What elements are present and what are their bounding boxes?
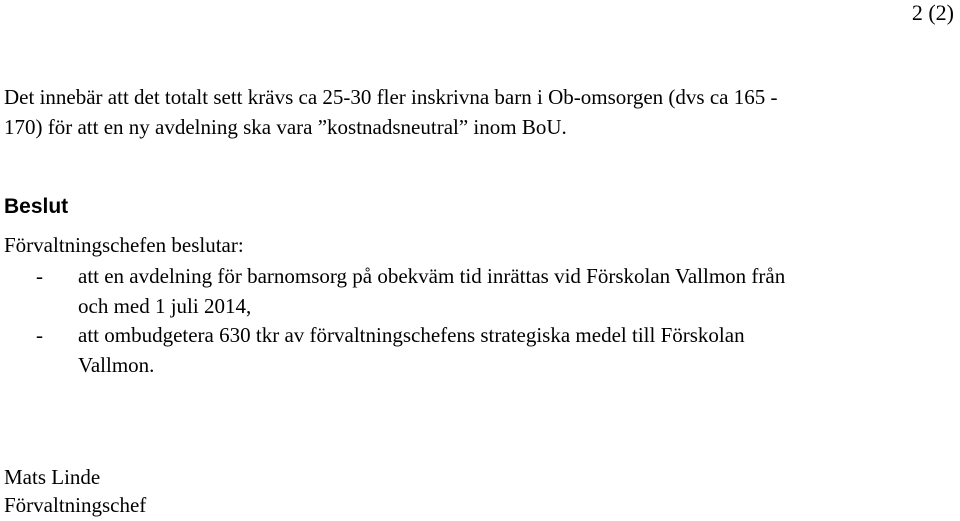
list-item <box>4 262 804 321</box>
signature-title: Förvaltningschef <box>4 493 147 517</box>
page-number: 2 (2) <box>911 0 954 25</box>
signature-name: Mats Linde <box>4 465 101 489</box>
list-item-text: att en avdelning för barnomsorg på obekväm tid inrättas vid Förskolan Vallmon från och med 1 juli 2014, <box>78 264 786 318</box>
section-heading: Beslut <box>4 195 69 218</box>
decision-intro: Förvaltningschefen beslutar: <box>4 233 244 257</box>
signature-block <box>4 463 146 519</box>
list-item <box>4 321 804 380</box>
list-item-text: att ombudgetera 630 tkr av förvaltningschefens strategiska medel till Förskolan Vallmon. <box>78 323 745 377</box>
body-paragraph: Det innebär att det totalt sett krävs ca 25-30 fler inskrivna barn i Ob-omsorgen (dvs ca 165 - 170) för att en ny avdelning ska vara ”kostnadsneutral” inom BoU. <box>4 85 778 139</box>
decision-list <box>4 262 804 380</box>
list-dash: - <box>36 264 43 288</box>
list-dash: - <box>36 323 43 347</box>
